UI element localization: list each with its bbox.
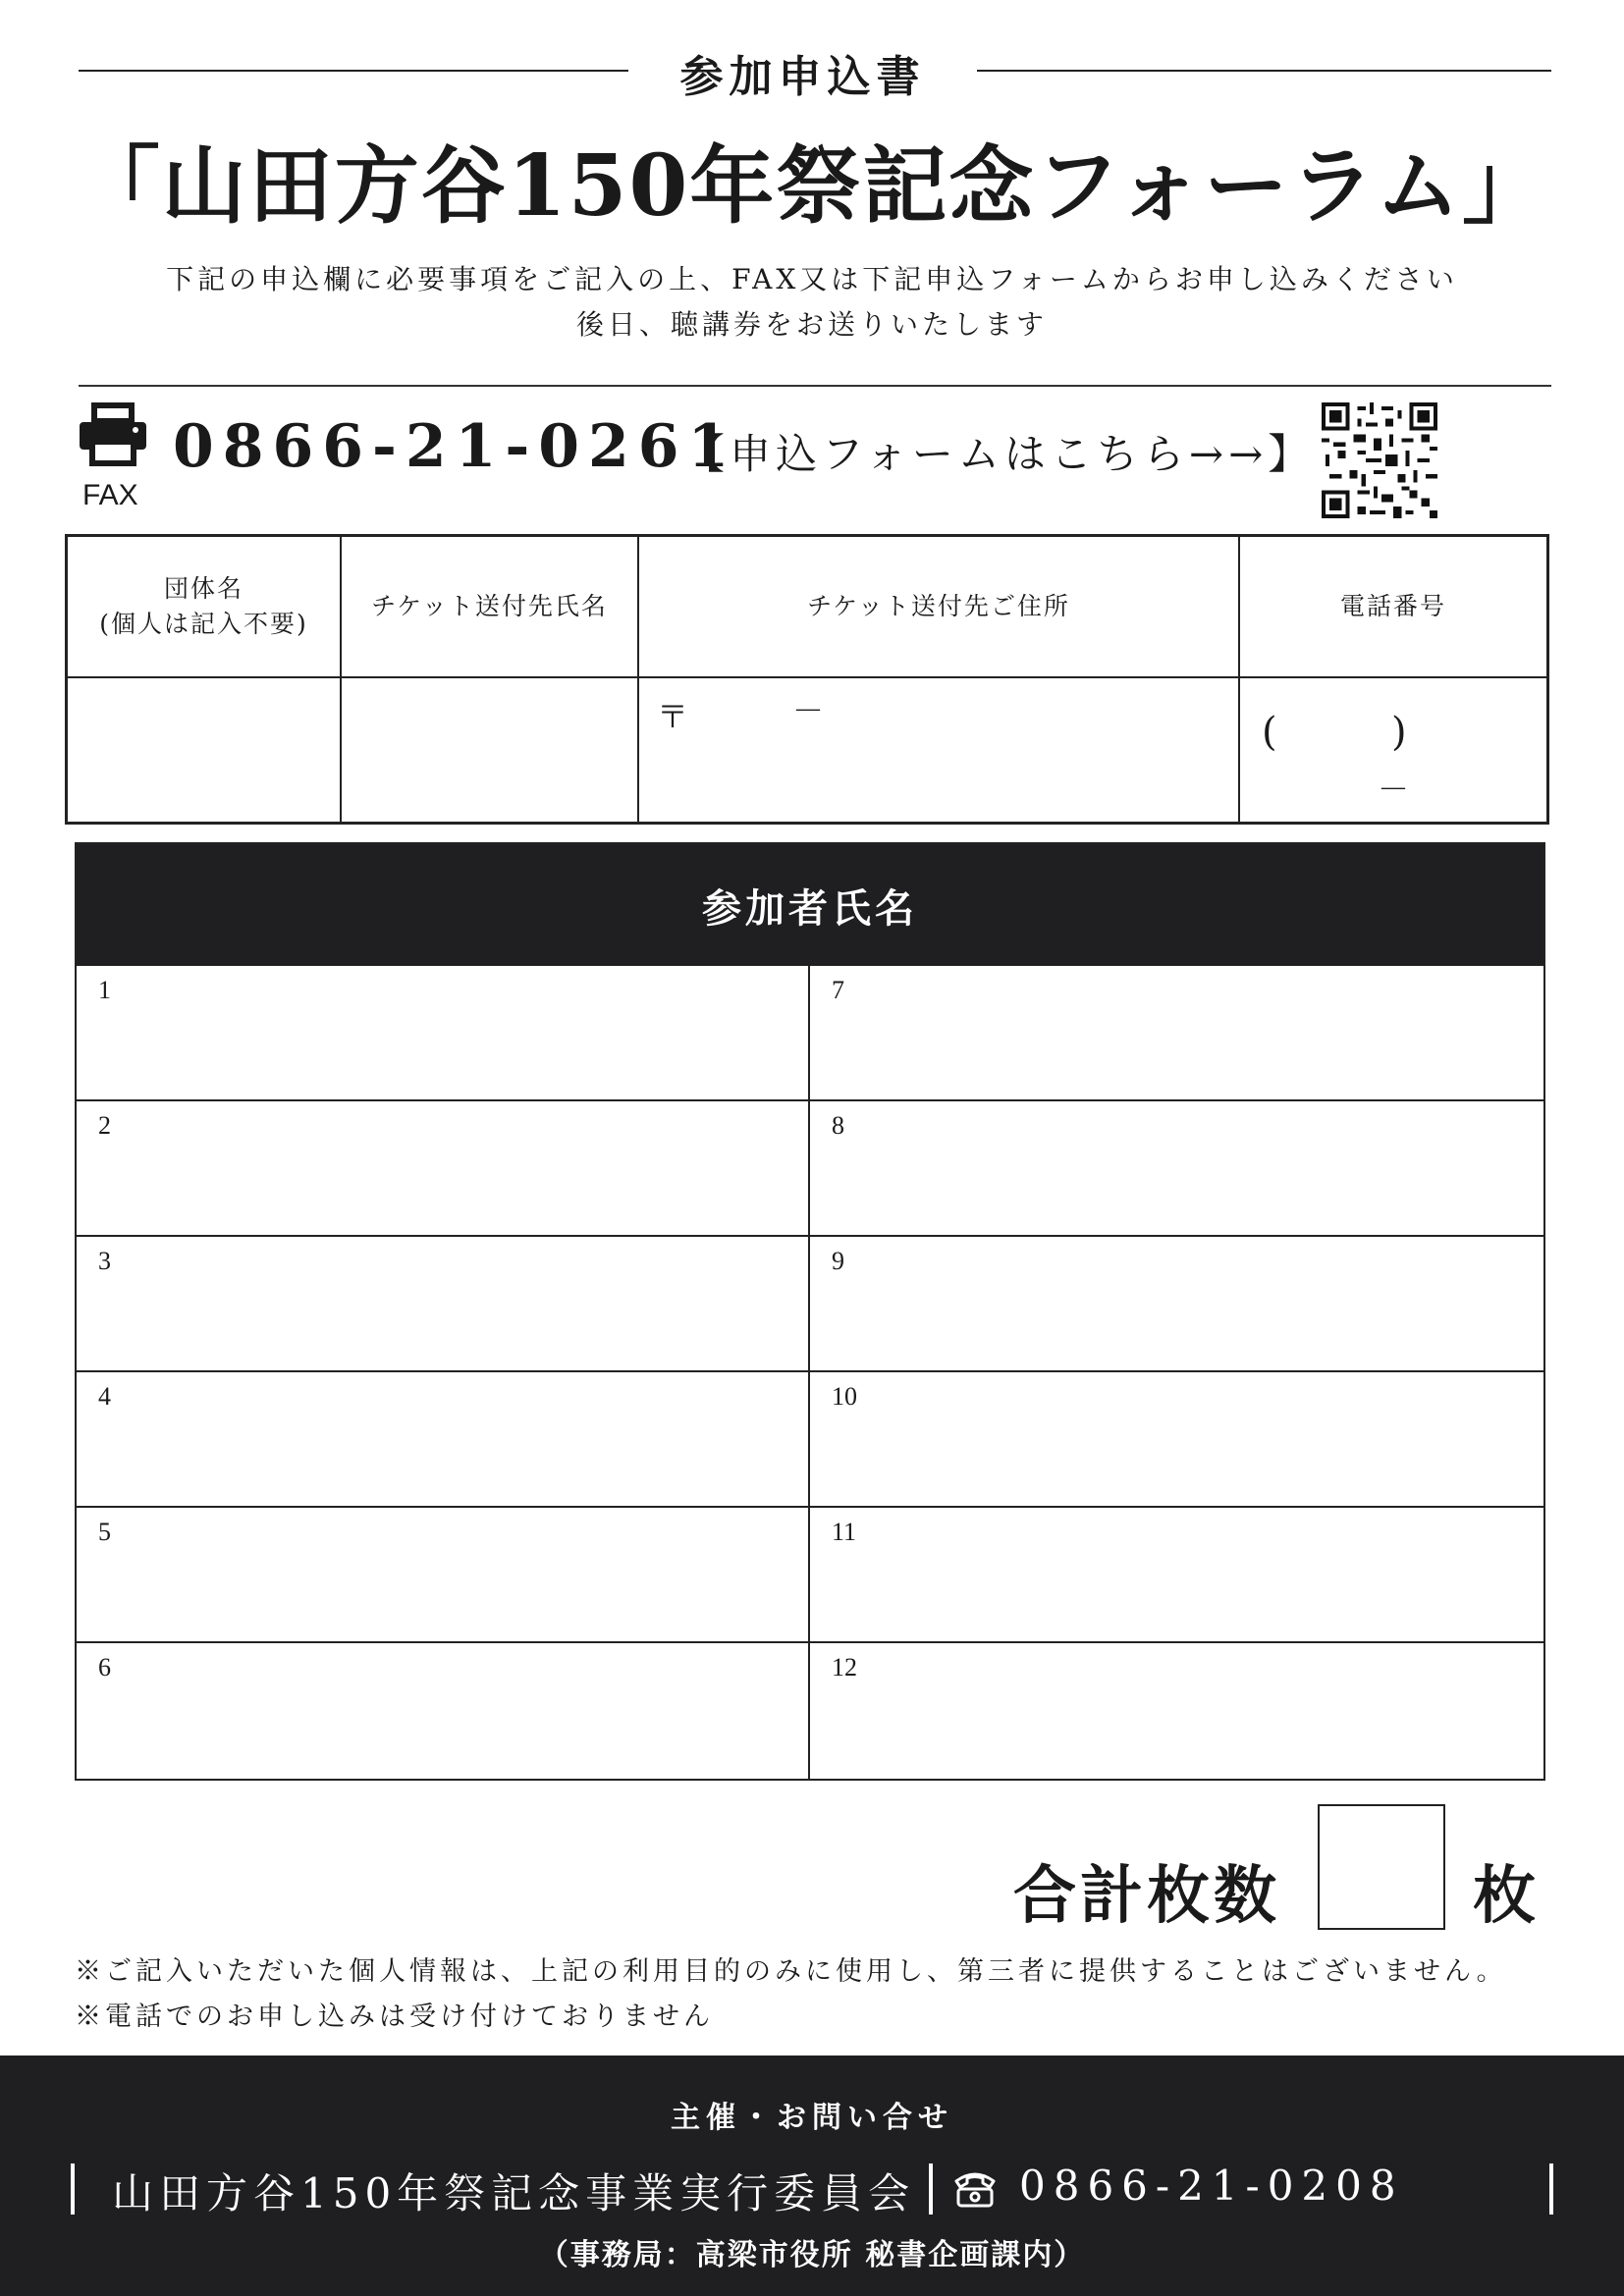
participant-number: 12 [832, 1653, 857, 1682]
phone-note: ※電話でのお申し込みは受け付けておりません [75, 2002, 714, 2032]
footer-title: 主催・お問い合せ [671, 2101, 953, 2135]
telephone-icon [952, 2167, 998, 2209]
participant-field[interactable] [77, 1101, 810, 1237]
intro-text [59, 257, 1565, 347]
fax-number: 0866-21-0261 [173, 412, 738, 481]
participant-field[interactable] [77, 1237, 810, 1372]
participant-number: 1 [98, 976, 111, 1004]
notes [75, 1949, 1547, 2040]
header-organization-note: (個人は記入不要) [99, 610, 308, 638]
privacy-note: ※ご記入いただいた個人情報は、上記の利用目的のみに使用し、第三者に提供することはございません。 [75, 1956, 1507, 1987]
participant-field[interactable] [810, 1643, 1543, 1779]
postal-dash: － [792, 692, 825, 729]
participant-field[interactable] [77, 1643, 810, 1779]
participant-number: 9 [832, 1247, 844, 1275]
participant-field[interactable] [810, 1237, 1543, 1372]
organizer-name: 山田方谷150年祭記念事業実行委員会 [112, 2169, 916, 2217]
footer [0, 2056, 1624, 2296]
organization-field[interactable] [68, 678, 340, 822]
participant-field[interactable] [77, 966, 810, 1101]
heading-row [79, 41, 1551, 100]
phone-paren-close: ) [1391, 710, 1407, 755]
section-rule [79, 385, 1551, 387]
footer-contact-row [71, 2158, 1553, 2220]
recipient-name-field[interactable] [342, 678, 637, 822]
postal-mark: 〒 [657, 698, 689, 735]
qr-code[interactable] [1322, 402, 1437, 518]
form-heading: 参加申込書 [679, 52, 926, 102]
participants-table [75, 842, 1545, 1781]
header-address: チケット送付先ご住所 [807, 592, 1070, 620]
header-organization-label: 団体名 [163, 574, 244, 603]
total-tickets-field[interactable] [1318, 1804, 1445, 1930]
participant-number: 4 [98, 1382, 111, 1411]
participant-number: 5 [98, 1518, 111, 1546]
fax-label: FAX [82, 479, 138, 511]
participant-number: 8 [832, 1111, 844, 1140]
intro-line-2: 後日、聴講券をお送りいたします [575, 308, 1048, 341]
participant-number: 2 [98, 1111, 111, 1140]
participant-number: 7 [832, 976, 844, 1004]
participant-field[interactable] [77, 1372, 810, 1508]
secretariat: （事務局：高梁市役所 秘書企画課内） [538, 2238, 1086, 2272]
address-field[interactable] [639, 678, 1238, 822]
intro-line-1: 下記の申込欄に必要事項をご記入の上、FAX又は下記申込フォームからお申し込みください [166, 263, 1458, 295]
header-recipient-name: チケット送付先氏名 [371, 592, 608, 620]
participant-number: 6 [98, 1653, 111, 1682]
fax-icon [77, 402, 149, 467]
footer-bar [71, 2163, 75, 2215]
footer-bar [1549, 2163, 1553, 2215]
header-phone: 電話番号 [1339, 592, 1446, 620]
participant-number: 10 [832, 1382, 857, 1411]
total-tickets-unit: 枚 [1473, 1859, 1536, 1933]
applicant-table [65, 534, 1549, 825]
event-title: 「山田方谷150年祭記念フォーラム」 [75, 136, 1549, 236]
participant-field[interactable] [810, 966, 1543, 1101]
participant-number: 3 [98, 1247, 111, 1275]
phone-paren-open: ( [1262, 710, 1277, 755]
participant-field[interactable] [810, 1372, 1543, 1508]
heading-rule-left [79, 70, 628, 72]
footer-bar [929, 2163, 933, 2215]
participant-number: 11 [832, 1518, 857, 1546]
participant-field[interactable] [77, 1508, 810, 1643]
participants-grid [77, 966, 1543, 1779]
participant-field[interactable] [810, 1101, 1543, 1237]
participants-header: 参加者氏名 [77, 844, 1543, 966]
phone-dash: － [1378, 771, 1410, 808]
organizer-phone: 0866-21-0208 [1019, 2162, 1404, 2210]
heading-rule-right [977, 70, 1551, 72]
application-form-link[interactable]: 【申込フォームはこちら→→】 [683, 430, 1315, 478]
participant-field[interactable] [810, 1508, 1543, 1643]
total-tickets-label: 合計枚数 [1013, 1859, 1280, 1933]
header-organization [68, 537, 340, 676]
